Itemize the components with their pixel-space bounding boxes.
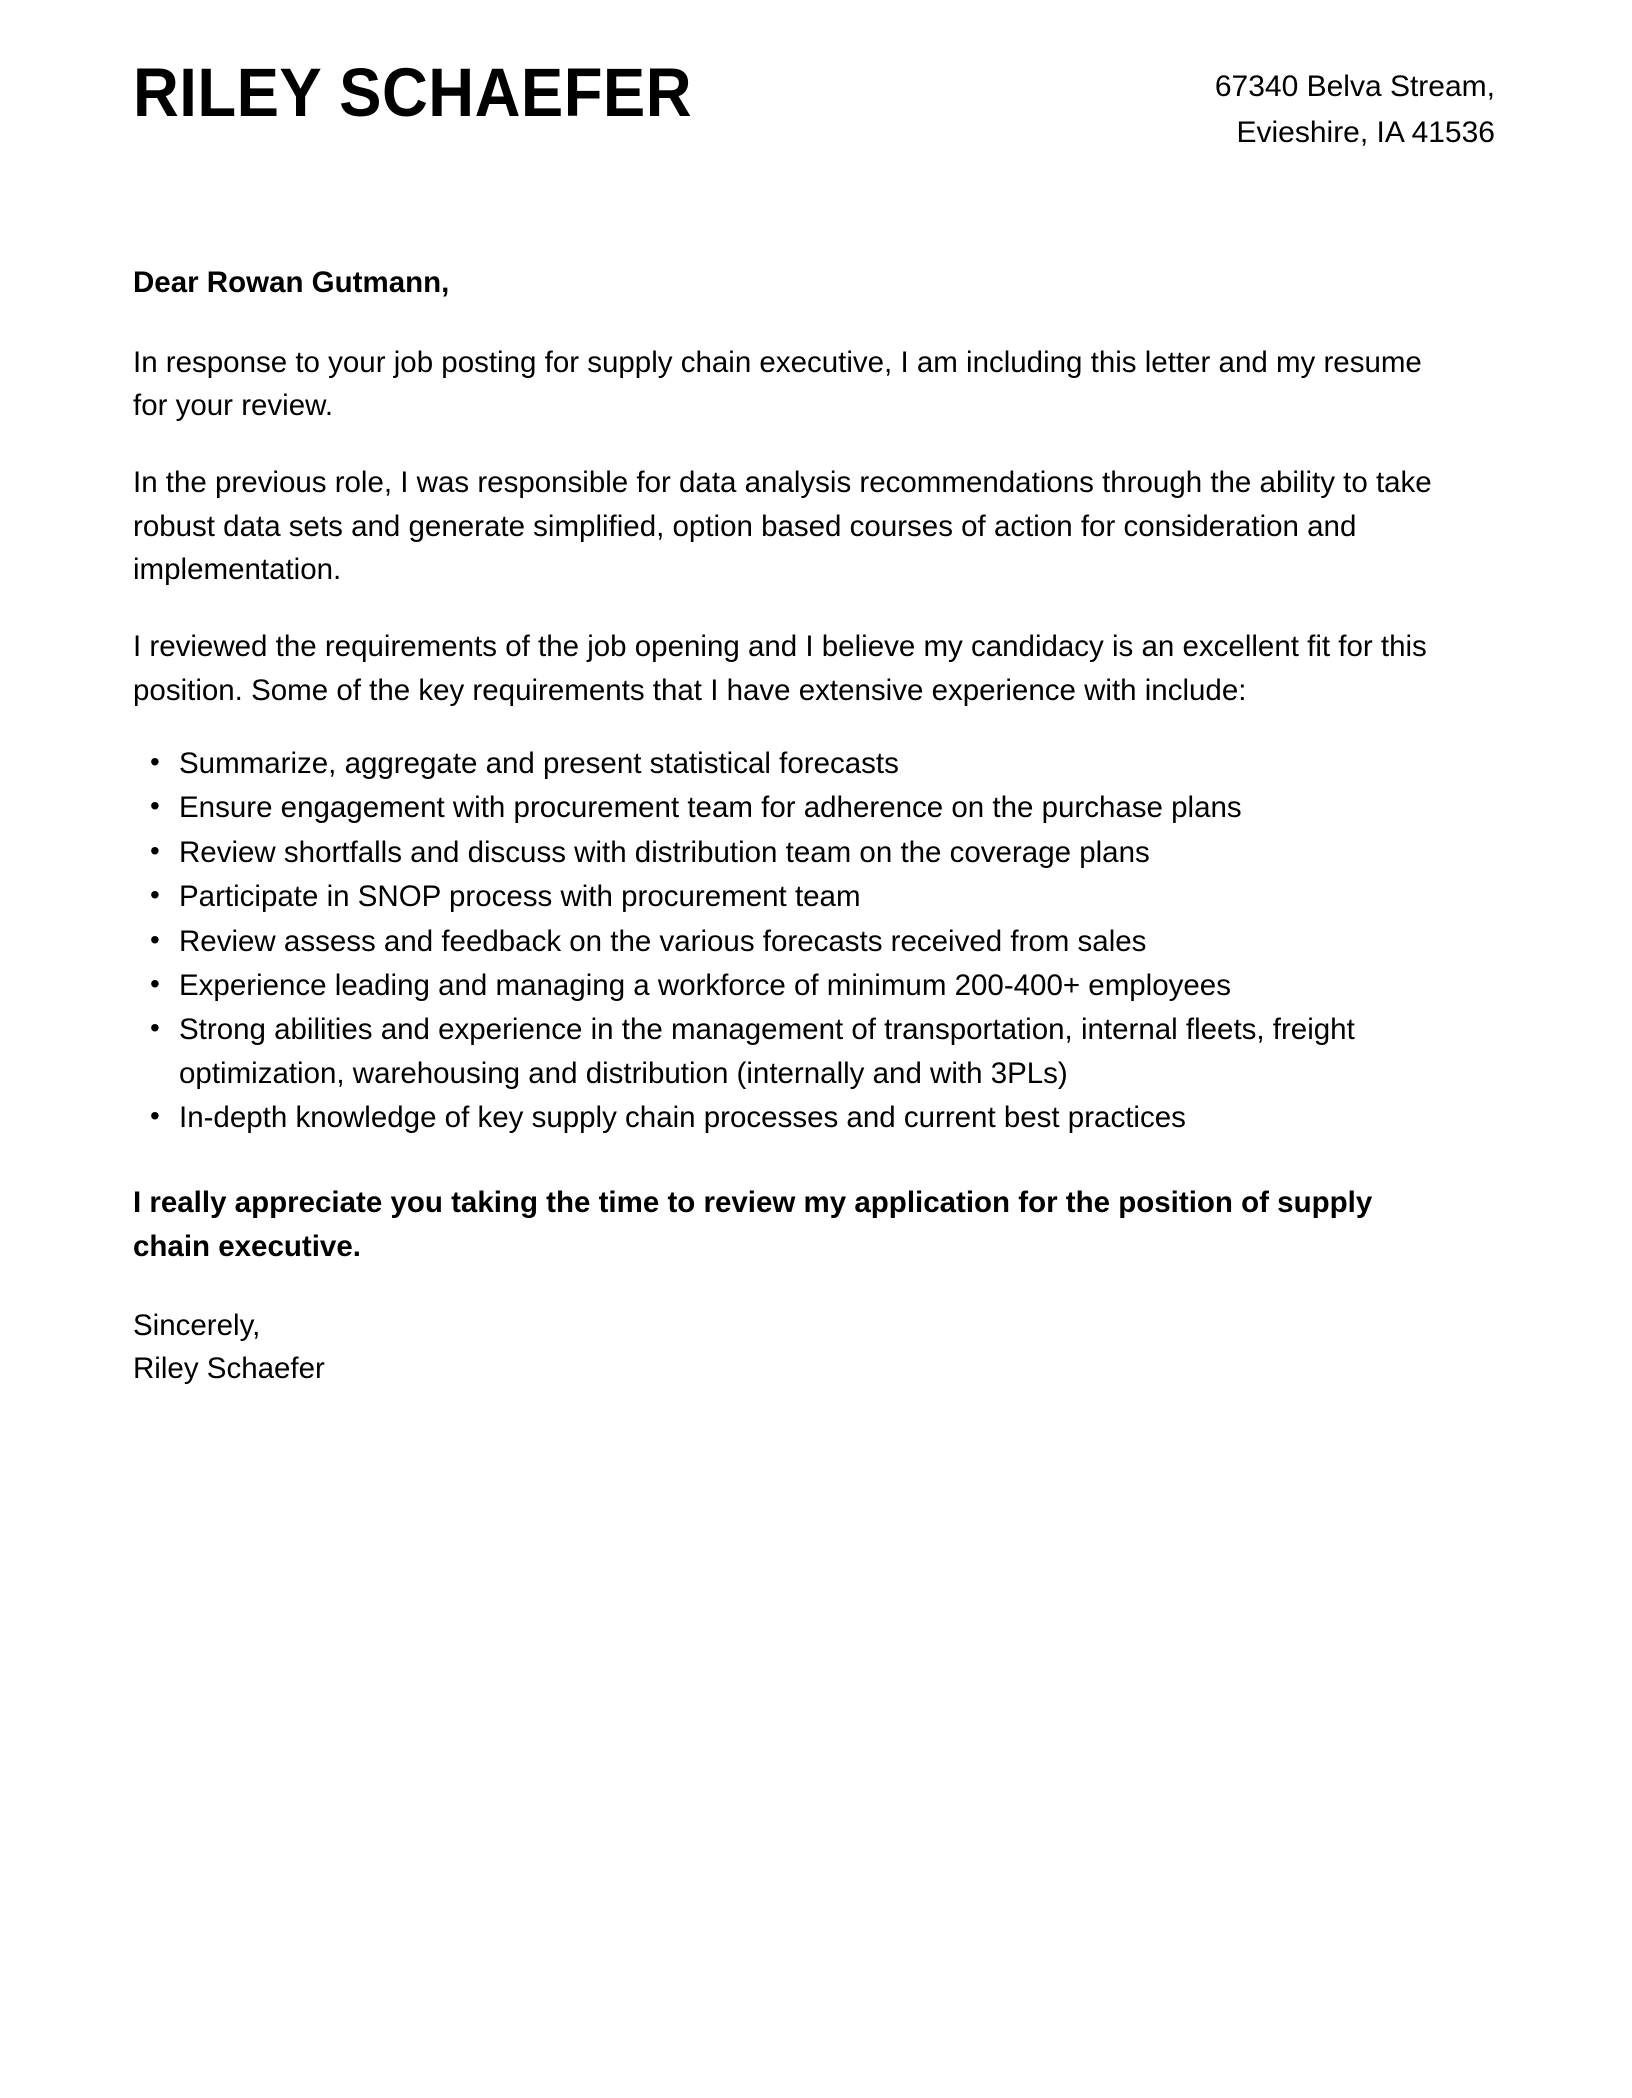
closing-statement: I really appreciate you taking the time to review my application for the position of supply chain executive. [133, 1186, 1373, 1263]
letter-content-area [133, 0, 1495, 1391]
list-item: • Experience leading and managing a workforce of minimum 200-400+ employees [133, 964, 1455, 1007]
sender-address-block [1215, 58, 1495, 155]
valediction: Sincerely, [133, 1309, 261, 1343]
signoff-block [133, 1304, 1455, 1391]
requirements-list [133, 742, 1455, 1139]
list-item: • Strong abilities and experience in the management of transportation, internal fleets, freight optimization, warehousing and distribution (internally and with 3PLs) [133, 1008, 1455, 1095]
address-line-city-state-zip: Evieshire, IA 41536 [1236, 115, 1495, 149]
letter-body [133, 261, 1455, 1391]
body-paragraph-experience: In the previous role, I was responsible for data analysis recommendations through the ability to take robust data sets and generate simplified, option based courses of action for consideration and implementation. [133, 466, 1432, 586]
signature-name: Riley Schaefer [133, 1352, 325, 1386]
list-item: • Summarize, aggregate and present statistical forecasts [133, 742, 1455, 785]
salutation: Dear Rowan Gutmann, [133, 266, 450, 300]
letter-header [133, 0, 1495, 155]
candidate-name: RILEY SCHAEFER [133, 54, 693, 131]
list-item: • Review shortfalls and discuss with distribution team on the coverage plans [133, 831, 1455, 874]
list-item: • Review assess and feedback on the various forecasts received from sales [133, 920, 1455, 963]
body-paragraph-requirements-intro: I reviewed the requirements of the job opening and I believe my candidacy is an excellent fit for this position. Some of the key requirements that I have extensive experience with include: [133, 630, 1427, 707]
address-line-street: 67340 Belva Stream, [1214, 70, 1495, 103]
list-item: • Participate in SNOP process with procurement team [133, 875, 1455, 918]
list-item: • Ensure engagement with procurement team for adherence on the purchase plans [133, 786, 1455, 829]
body-paragraph-intro: In response to your job posting for supply chain executive, I am including this letter and my resume for your review. [133, 345, 1422, 422]
list-item: • In-depth knowledge of key supply chain processes and current best practices [133, 1096, 1455, 1139]
